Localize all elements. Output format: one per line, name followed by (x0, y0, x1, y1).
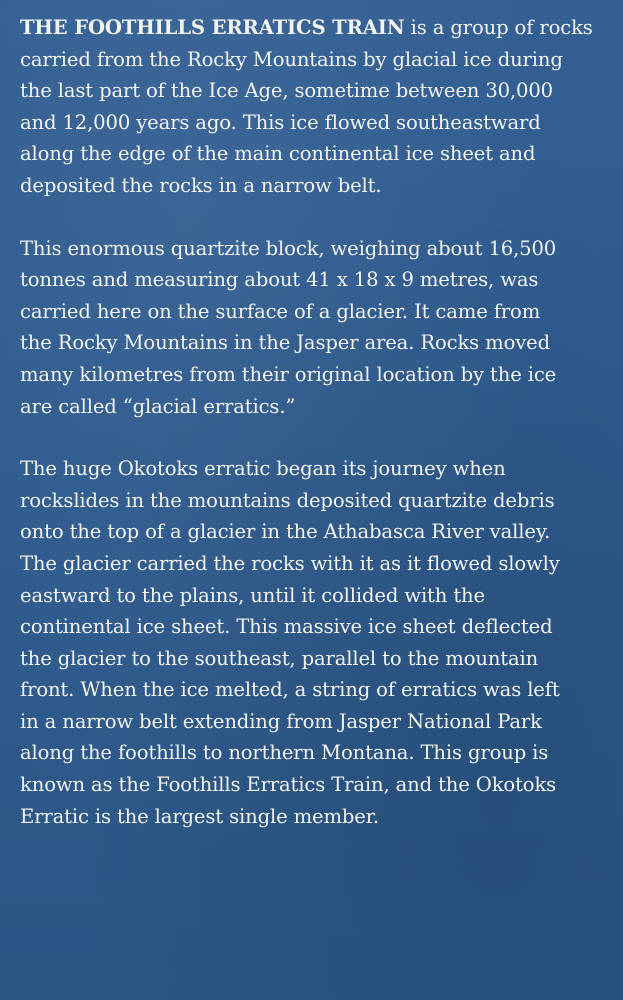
text-line: This enormous quartzite block, weighing about 16,500 (20, 236, 557, 260)
text-line: The glacier carried the rocks with it as it flowed slowly (20, 551, 560, 575)
text-line: carried from the Rocky Mountains by glacial ice during (20, 47, 563, 71)
text-line: carried here on the surface of a glacier. It came from (20, 299, 541, 323)
text-line: along the foothills to northern Montana. This group is (20, 741, 549, 765)
text-line: are called “glacial erratics.” (20, 394, 296, 418)
paragraph-erratics-train (20, 12, 603, 202)
text-line: the last part of the Ice Age, sometime between 30,000 (20, 79, 553, 103)
lead-heading: THE FOOTHILLS ERRATICS TRAIN (20, 16, 405, 39)
text-line: many kilometres from their original location by the ice (20, 362, 557, 386)
text-line: tonnes and measuring about 41 x 18 x 9 metres, was (20, 268, 539, 292)
paragraph-okotoks-journey (20, 453, 603, 832)
text-line (20, 12, 603, 44)
text-line: the glacier to the southeast, parallel to the mountain (20, 646, 539, 670)
text-line: the Rocky Mountains in the Jasper area. Rocks moved (20, 331, 550, 355)
text-line: deposited the rocks in a narrow belt. (20, 173, 382, 197)
text-line: continental ice sheet. This massive ice sheet deflected (20, 615, 553, 639)
text-line: onto the top of a glacier in the Athabasca River valley. (20, 520, 551, 544)
text-line: Erratic is the largest single member. (20, 804, 379, 828)
text-line: in a narrow belt extending from Jasper National Park (20, 709, 542, 733)
text-line: rockslides in the mountains deposited quartzite debris (20, 488, 555, 512)
text-line: The huge Okotoks erratic began its journey when (20, 457, 506, 481)
text-line: eastward to the plains, until it collided with the (20, 583, 485, 607)
text-line: along the edge of the main continental ice sheet and (20, 142, 536, 166)
text-line: known as the Foothills Erratics Train, and the Okotoks (20, 773, 557, 797)
text-line: front. When the ice melted, a string of erratics was left (20, 678, 560, 702)
text-line-rest: is a group of rocks (404, 16, 593, 39)
paragraph-quartzite-block (20, 233, 603, 423)
text-line: and 12,000 years ago. This ice flowed southeastward (20, 110, 541, 134)
